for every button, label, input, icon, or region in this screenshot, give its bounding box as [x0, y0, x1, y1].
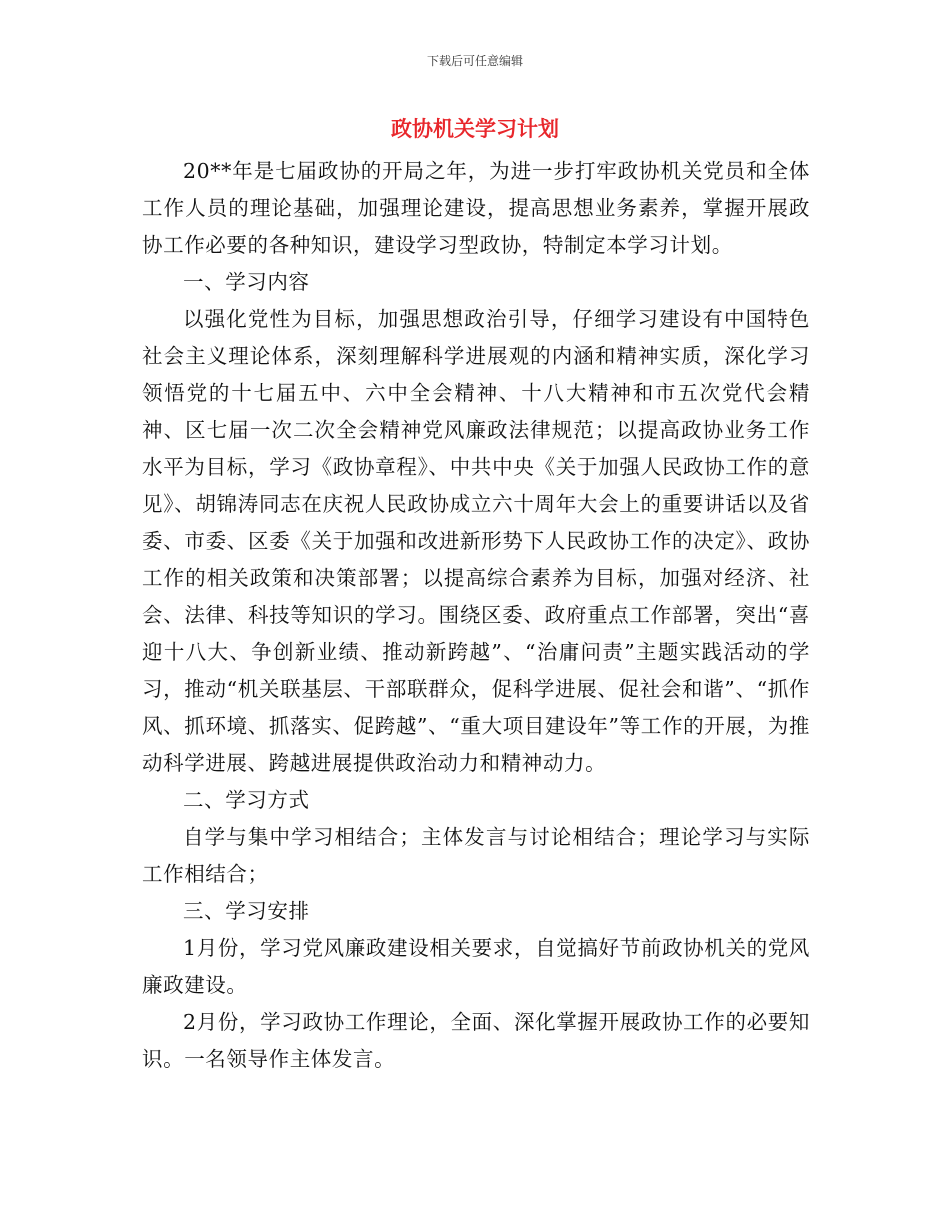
paragraph-method: 自学与集中学习相结合；主体发言与讨论相结合；理论学习与实际工作相结合；: [142, 825, 810, 886]
document-title: 政协机关学习计划: [391, 116, 559, 141]
paragraph-intro: 20**年是七届政协的开局之年，为进一步打牢政协机关党员和全体工作人员的理论基础，加强理论建设，提高思想业务素养，掌握开展政协工作必要的各种知识，建设学习型政协，特制定本学习计划。: [142, 159, 810, 257]
paragraph-february: 2月份，学习政协工作理论，全面、深化掌握开展政协工作的必要知识。一名领导作主体发言。: [142, 1010, 810, 1071]
section-heading-schedule: 三、学习安排: [183, 899, 310, 923]
section-heading-content: 一、学习内容: [183, 270, 310, 294]
section-heading-method: 二、学习方式: [183, 788, 310, 812]
document-body: [142, 153, 810, 1078]
header-note: 下载后可任意编辑: [426, 54, 523, 68]
paragraph-content: 以强化党性为目标，加强思想政治引导，仔细学习建设有中国特色社会主义理论体系，深刻理解科学进展观的内涵和精神实质，深化学习领悟党的十七届五中、六中全会精神、十八大精神和市五次党代会精神、区七届一次二次全会精神党风廉政法律规范；以提高政协业务工作水平为目标，学习《政协章程》、中共中央《关于加强人民政协工作的意见》、胡锦涛同志在庆祝人民政协成立六十周年大会上的重要讲话以及省委、市委、区委《关于加强和改进新形势下人民政协工作的决定》、政协工作的相关政策和决策部署；以提高综合素养为目标，加强对经济、社会、法律、科技等知识的学习。围绕区委、政府重点工作部署，突出“喜迎十八大、争创新业绩、推动新跨越”、“治庸问责”主题实践活动的学习，推动“机关联基层、干部联群众，促科学进展、促社会和谐”、“抓作风、抓环境、抓落实、促跨越”、“重大项目建设年”等工作的开展，为推动科学进展、跨越进展提供政治动力和精神动力。: [142, 307, 810, 775]
paragraph-january: 1月份，学习党风廉政建设相关要求，自觉搞好节前政协机关的党风廉政建设。: [142, 936, 810, 997]
